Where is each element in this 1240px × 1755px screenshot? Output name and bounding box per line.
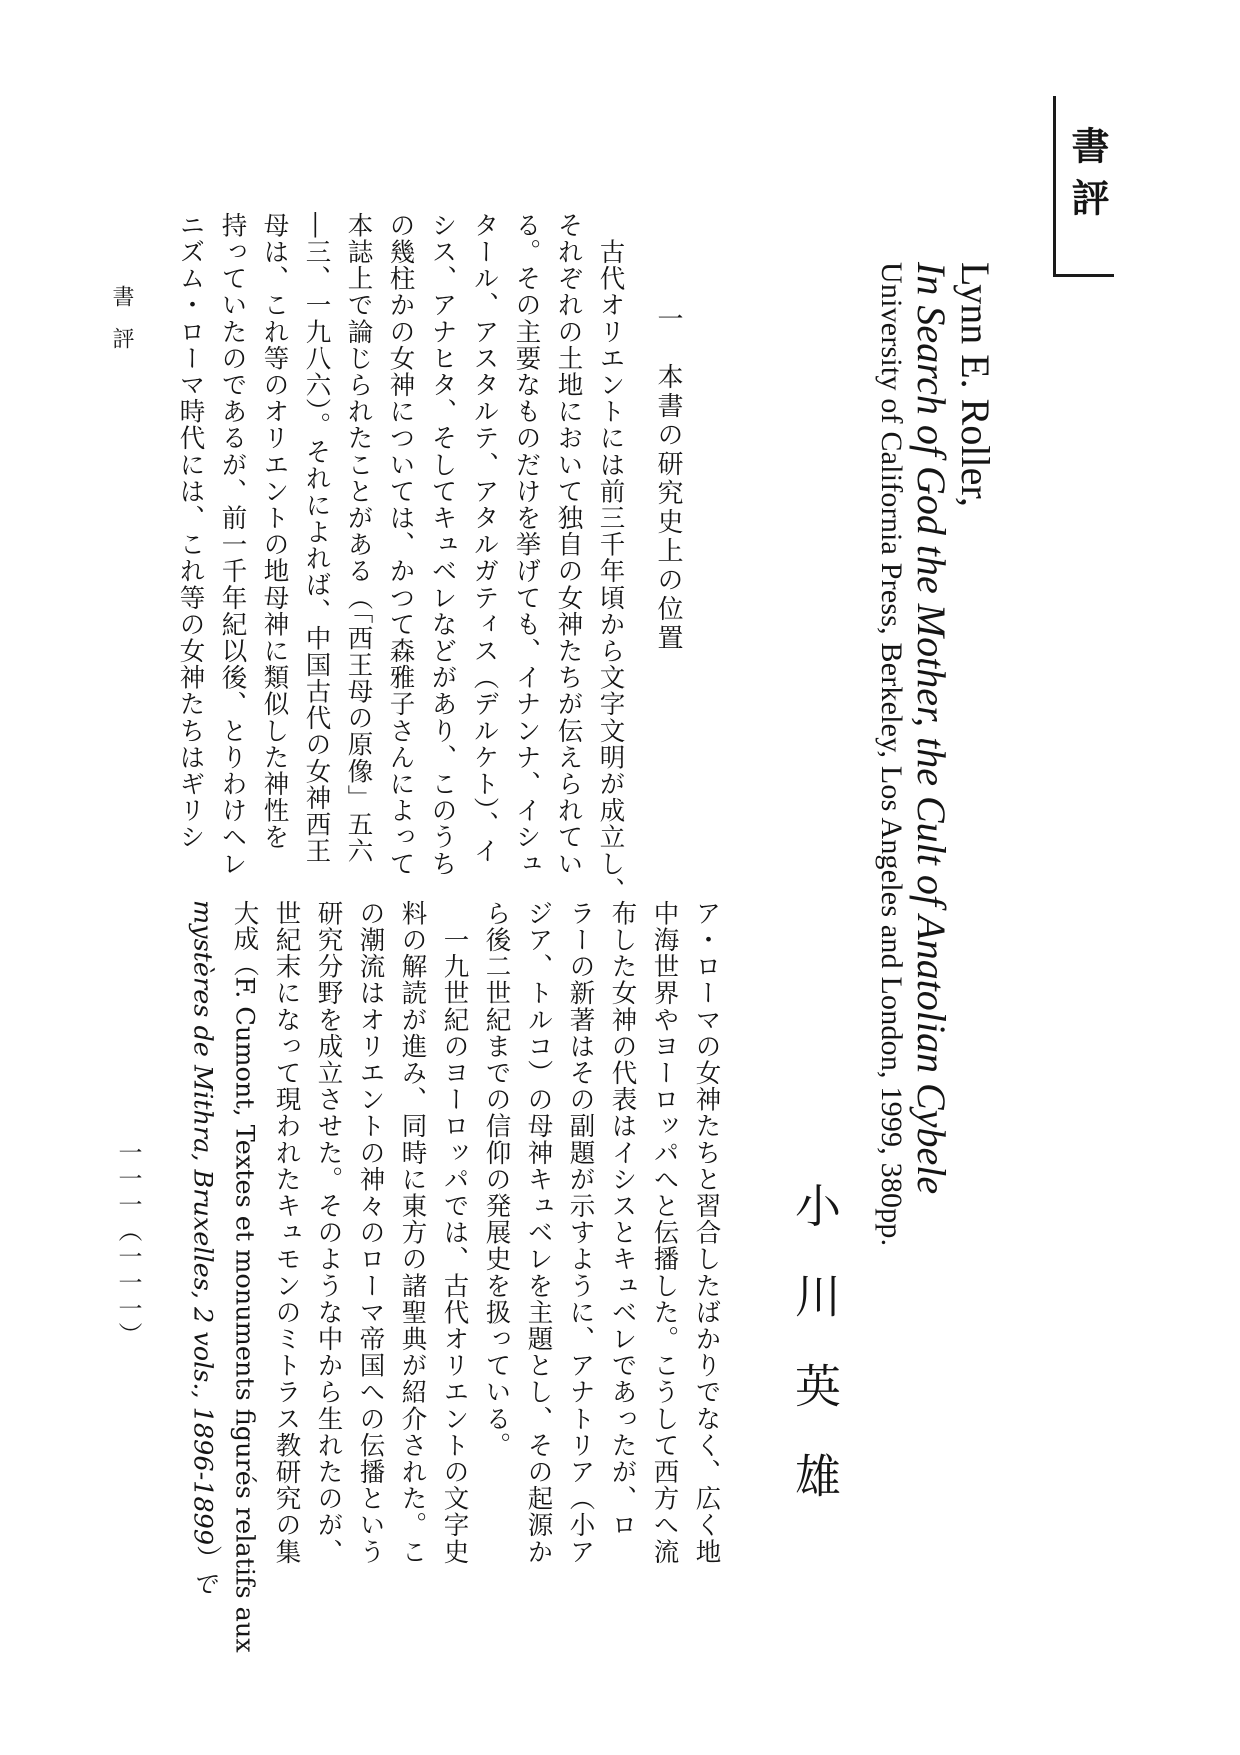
upper-text-line-11: 世紀末になって現われたキュモンのミトラス教研究の集: [271, 900, 302, 1565]
section-label: 書評: [1065, 126, 1109, 230]
book-publisher: University of California Press, Berkeley, Los Angeles and London, 1999, 380pp.: [875, 262, 908, 1247]
upper-text-line-9: の潮流はオリエントの神々のローマ帝国への伝播という: [355, 900, 386, 1565]
upper-text-line-8: 料の解読が進み、同時に東方の諸聖典が紹介された。こ: [397, 900, 428, 1565]
lower-text-line-7: 本誌上で論じられたことがある（「西王母の原像」五六: [343, 212, 374, 865]
reviewer-name: 小川英雄: [788, 1182, 842, 1542]
section-label-box: [1053, 96, 1114, 277]
lower-text-line-3: る。その主要なものだけを挙げても、イナンナ、イシュ: [511, 212, 542, 877]
upper-text-line-10: 研究分野を成立させた。そのような中から生れたのが、: [313, 900, 344, 1565]
running-title: 書評: [109, 285, 134, 369]
lower-text-line-8: ―三、一九八六）。それによれば、中国古代の女神西王: [301, 212, 332, 865]
upper-text-line-5: ジア、トルコ）の母神キュベレを主題とし、その起源か: [523, 900, 554, 1565]
lower-text-line-5: シス、アナヒタ、そしてキュベレなどがあり、このうち: [427, 212, 458, 877]
upper-text-line-12: 大成（F. Cumont, Textes et monuments figurés relatifs aux: [229, 900, 260, 1653]
lower-text-line-1: 古代オリエントには前三千年頃から文字文明が成立し、: [595, 212, 626, 904]
upper-text-line-1: ア・ローマの女神たちと習合したばかりでなく、広く地: [691, 900, 722, 1565]
lower-text-line-2: それぞれの土地において独自の女神たちが伝えられてい: [553, 212, 584, 877]
lower-text-line-11: ニズム・ローマ時代には、これ等の女神たちはギリシ: [175, 212, 206, 851]
lower-text-line-6: の幾柱かの女神については、かつて森雅子さんによって: [385, 212, 416, 877]
upper-text-line-6: ら後二世紀までの信仰の発展史を扱っている。: [481, 900, 512, 1459]
upper-text-line-13: mystères de Mithra, Bruxelles, 2 vols., 1896-1899）で: [187, 900, 218, 1597]
book-title: In Search of God the Mother, the Cult of Anatolian Cybele: [909, 262, 954, 1195]
section-heading: 一 本書の研究史上の位置: [653, 305, 683, 653]
upper-text-line-3: 布した女神の代表はイシスとキュベレであったが、ロ: [607, 900, 638, 1539]
page-number: 一一一（一一一）: [114, 1140, 142, 1348]
lower-text-line-9: 母は、これ等のオリエントの地母神に類似した神性を: [259, 212, 290, 851]
lower-text-line-10: 持っていたのであるが、前一千年紀以後、とりわけヘレ: [217, 212, 248, 877]
upper-text-line-2: 中海世界やヨーロッパへと伝播した。こうして西方へ流: [649, 900, 680, 1565]
book-author: Lynn E. Roller,: [953, 262, 998, 508]
upper-text-line-4: ラーの新著はその副題が示すように、アナトリア（小ア: [565, 900, 596, 1565]
upper-text-line-7: 一九世紀のヨーロッパでは、古代オリエントの文字史: [439, 900, 470, 1565]
lower-text-line-4: タール、アスタルテ、アタルガティス（デルケト）、イ: [469, 212, 500, 865]
